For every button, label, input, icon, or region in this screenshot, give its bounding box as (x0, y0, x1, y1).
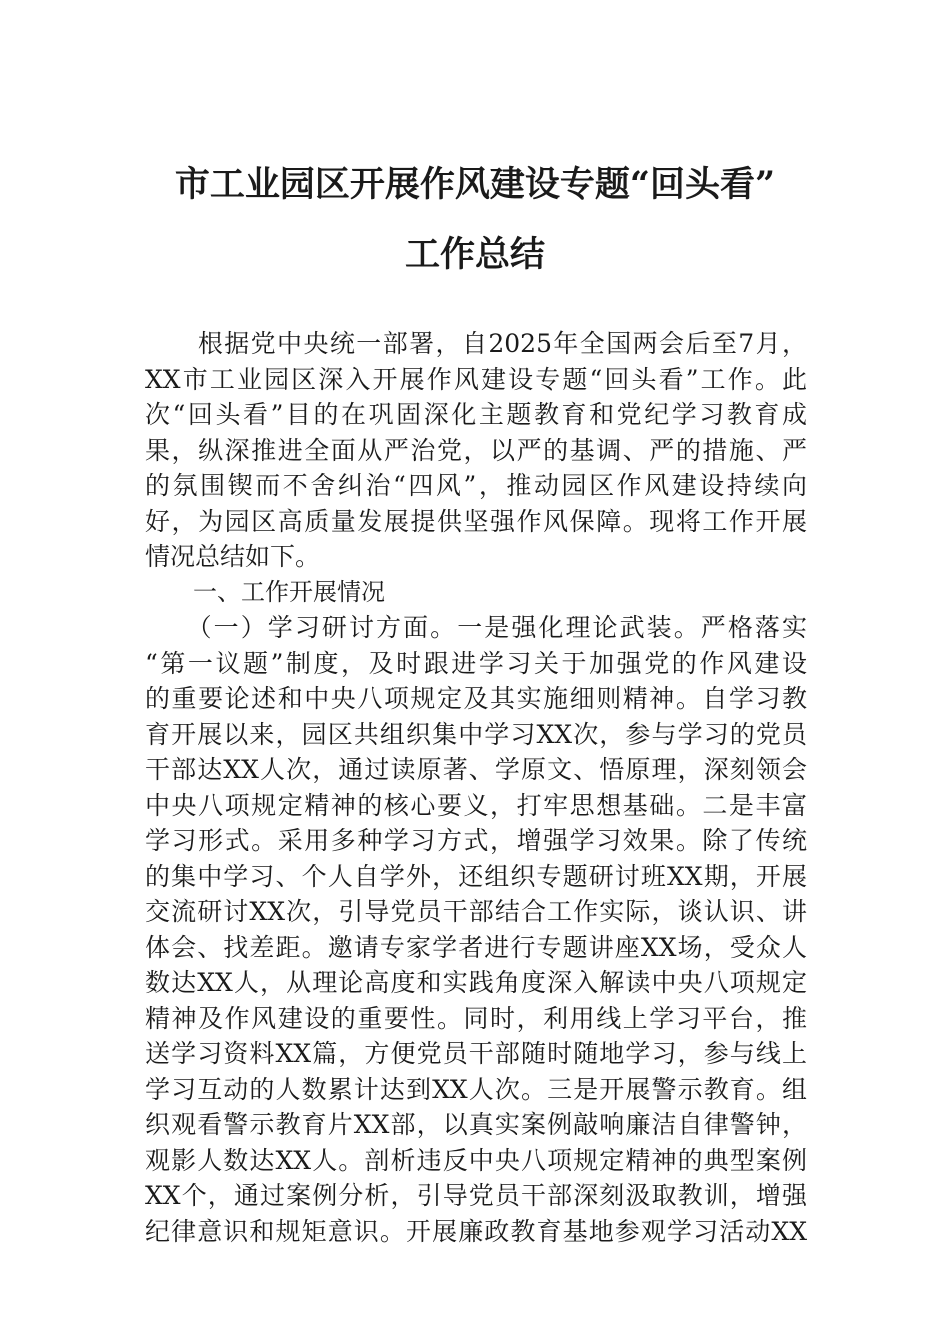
body-line: 的集中学习、个人自学外，还组织专题研讨班XX期，开展 (145, 861, 807, 891)
body-line: （一）学习研讨方面。一是强化理论武装。严格落实 (145, 613, 807, 642)
body-line: 学习互动的人数累计达到XX人次。三是开展警示教育。组 (145, 1074, 807, 1104)
body-line: 学习形式。采用多种学习方式，增强学习效果。除了传统 (145, 826, 807, 855)
body-line: 织观看警示教育片XX部，以真实案例敲响廉洁自律警钟， (145, 1110, 807, 1139)
body-line: 干部达XX人次，通过读原著、学原文、悟原理，深刻领会 (145, 755, 807, 784)
body-line: 观影人数达XX人。剖析违反中央八项规定精神的典型案例 (145, 1145, 807, 1175)
section-heading: 一、工作开展情况 (145, 577, 385, 606)
body-line: 的重要论述和中央八项规定及其实施细则精神。自学习教 (145, 684, 807, 713)
body-line: 果，纵深推进全面从严治党，以严的基调、严的措施、严 (145, 435, 807, 465)
body-line: 送学习资料XX篇，方便党员干部随时随地学习，参与线上 (145, 1039, 807, 1068)
body-line: XX个，通过案例分析，引导党员干部深刻汲取教训，增强 (145, 1181, 807, 1210)
body-line: 精神及作风建设的重要性。同时，利用线上学习平台，推 (145, 1003, 807, 1033)
body-line: 根据党中央统一部署，自2025年全国两会后至7月， (145, 329, 807, 358)
body-line: 情况总结如下。 (145, 542, 321, 571)
body-line: 交流研讨XX次，引导党员干部结合工作实际，谈认识、讲 (145, 897, 807, 926)
body-line: 体会、找差距。邀请专家学者进行专题讲座XX场，受众人 (145, 932, 807, 962)
body-line: 次“回头看”目的在巩固深化主题教育和党纪学习教育成 (145, 400, 807, 429)
body-line: 数达XX人，从理论高度和实践角度深入解读中央八项规定 (145, 968, 807, 997)
body-line: 育开展以来，园区共组织集中学习XX次，参与学习的党员 (145, 719, 807, 749)
body-line: “第一议题”制度，及时跟进学习关于加强党的作风建设 (145, 648, 807, 678)
body-line: 纪律意识和规矩意识。开展廉政教育基地参观学习活动XX (145, 1216, 807, 1246)
document-title-line-1: 市工业园区开展作风建设专题“回头看” (174, 164, 776, 205)
body-line: 的氛围锲而不舍纠治“四风”，推动园区作风建设持续向 (145, 471, 807, 500)
body-line: 中央八项规定精神的核心要义，打牢思想基础。二是丰富 (145, 790, 807, 820)
document-body (145, 326, 807, 1249)
document-title-line-2: 工作总结 (404, 234, 545, 275)
body-line: 好，为园区高质量发展提供坚强作风保障。现将工作开展 (145, 506, 807, 536)
body-line: XX市工业园区深入开展作风建设专题“回头看”工作。此 (145, 364, 807, 394)
